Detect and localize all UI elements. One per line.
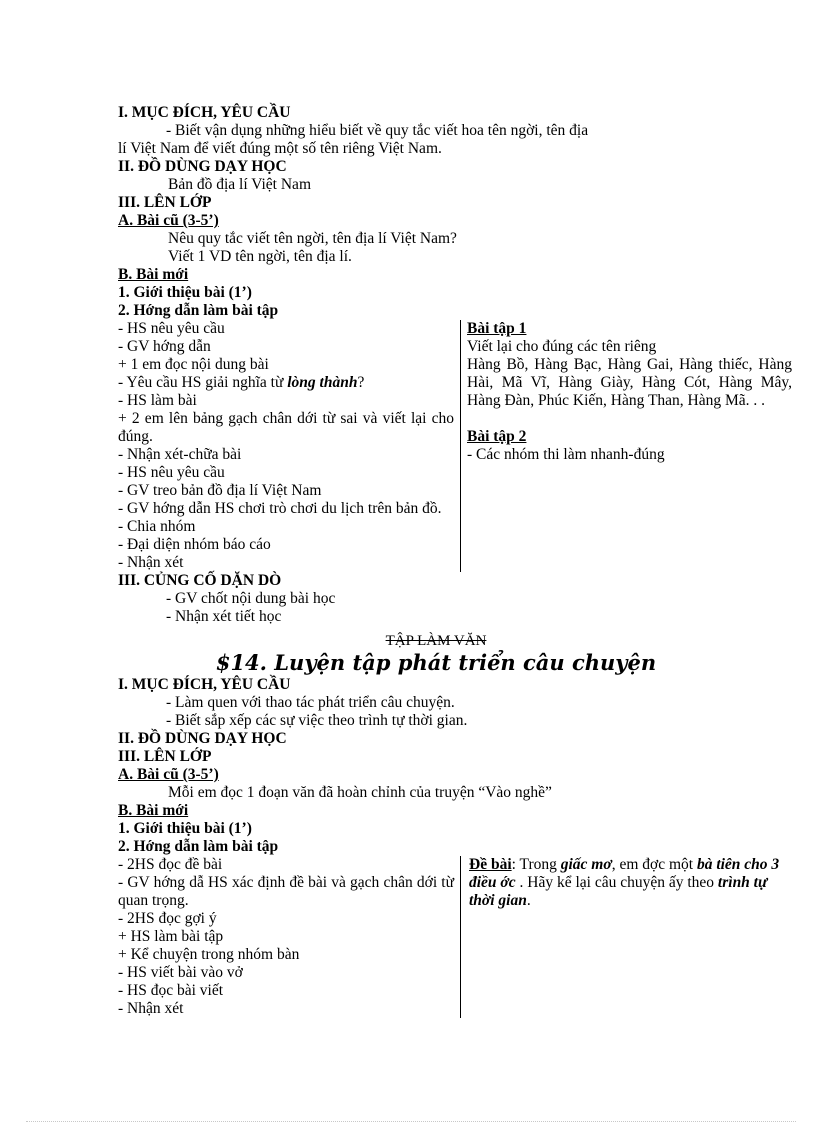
assignment-text — [469, 856, 792, 910]
exercise-column — [461, 320, 792, 572]
emphasis-term: giấc mơ — [560, 856, 612, 873]
objective-line: - Làm quen với thao tác phát triển câu chuyện. — [166, 694, 455, 711]
activity-line: - Nhận xét-chữa bài — [118, 446, 242, 463]
guide-title: 2. Hớng dẫn làm bài tập — [118, 838, 279, 855]
activity-line: - GV hớng dẫ HS xác định đề bài và gạch chân dới từ quan trọng. — [118, 874, 454, 909]
activity-line: - Nhận xét — [118, 1000, 184, 1017]
activity-line: - Nhận xét — [118, 554, 184, 571]
new-lesson-title: B. Bài mới — [118, 266, 189, 283]
section-objectives-title: I. MỤC ĐÍCH, YÊU CẦU — [118, 104, 291, 121]
guide-title: 2. Hớng dẫn làm bài tập — [118, 302, 279, 319]
activity-line: - Đại diện nhóm báo cáo — [118, 536, 271, 553]
subject-heading: TẬP LÀM VĂN — [385, 633, 487, 649]
activity-line: - 2HS đọc gợi ý — [118, 910, 217, 927]
assignment-column — [461, 856, 792, 1018]
activity-line: - HS đọc bài viết — [118, 982, 224, 999]
section-objectives-title: I. MỤC ĐÍCH, YÊU CẦU — [118, 676, 291, 693]
assignment-text-part: . — [526, 892, 531, 909]
new-lesson-title: B. Bài mới — [118, 802, 189, 819]
section-materials-title: II. ĐỒ DÙNG DẠY HỌC — [118, 730, 287, 747]
materials-line: Bản đồ địa lí Việt Nam — [168, 176, 311, 193]
intro-title: 1. Giới thiệu bài (1’) — [118, 284, 252, 301]
page-bottom-border — [26, 1121, 796, 1122]
exercise-names: Hàng Bồ, Hàng Bạc, Hàng Gai, Hàng thiếc, Hàng Hài, Mã Vĩ, Hàng Giày, Hàng Cót, Hàng Mây, Hàng Đàn, Phúc Kiến, Hàng Than, Hàng Mã. . . — [467, 356, 792, 409]
assignment-text-part: , em đợc một — [611, 856, 697, 873]
exercise-2-title: Bài tập 2 — [467, 428, 527, 445]
activity-table — [118, 856, 792, 1018]
activity-line: + Kể chuyện trong nhóm bàn — [118, 946, 300, 963]
activity-line: - HS viết bài vào vở — [118, 964, 243, 981]
assignment-label: Đề bài — [469, 856, 512, 873]
intro-title: 1. Giới thiệu bài (1’) — [118, 820, 252, 837]
emphasis-term: lòng thành — [287, 374, 358, 391]
objective-line: - Biết vận dụng những hiểu biết về quy tắc viết hoa tên ngời, tên địa — [166, 122, 589, 139]
exercise-1-title: Bài tập 1 — [467, 320, 527, 337]
assignment-text-part: . Hãy kể lại câu chuyện ấy theo — [515, 874, 718, 891]
activity-line: + 1 em đọc nội dung bài — [118, 356, 269, 373]
activity-line: - HS nêu yêu cầu — [118, 320, 225, 337]
wrapup-line: - Nhận xét tiết học — [166, 608, 282, 625]
objective-line: lí Việt Nam để viết đúng một số tên riêng Việt Nam. — [118, 140, 442, 157]
section-materials-title: II. ĐỒ DÙNG DẠY HỌC — [118, 158, 287, 175]
section-procedure-title: III. LÊN LỚP — [118, 748, 212, 765]
old-lesson-line: Viết 1 VD tên ngời, tên địa lí. — [168, 248, 352, 265]
wrapup-line: - GV chốt nội dung bài học — [166, 590, 336, 607]
activity-line: - GV hớng dẫn — [118, 338, 211, 355]
activity-table — [118, 320, 792, 572]
objective-line: - Biết sắp xếp các sự việc theo trình tự thời gian. — [166, 712, 468, 729]
activity-line — [118, 374, 454, 392]
activity-line: + HS làm bài tập — [118, 928, 224, 945]
spacer — [467, 410, 792, 428]
lesson-title: $14. Luyện tập phát triển câu chuyện — [215, 650, 657, 675]
old-lesson-title: A. Bài cũ (3-5’) — [118, 212, 219, 229]
activity-text: ? — [357, 374, 365, 391]
activity-line: - HS nêu yêu cầu — [118, 464, 225, 481]
teacher-activities-column — [118, 320, 461, 572]
activity-line: - HS làm bài — [118, 392, 197, 409]
old-lesson-line: Nêu quy tắc viết tên ngời, tên địa lí Việt Nam? — [168, 230, 457, 247]
old-lesson-line: Mỗi em đọc 1 đoạn văn đã hoàn chỉnh của truyện “Vào nghề” — [168, 784, 552, 801]
activity-line: - 2HS đọc đề bài — [118, 856, 223, 873]
assignment-text-part: : Trong — [511, 856, 561, 873]
activity-text: - Yêu cầu HS giải nghĩa từ — [118, 374, 288, 391]
emphasis-term: bà tiên cho 3 điều ớc — [469, 856, 780, 891]
section-procedure-title: III. LÊN LỚP — [118, 194, 212, 211]
lesson-document — [118, 104, 798, 1018]
exercise-line: - Các nhóm thi làm nhanh-đúng — [467, 446, 665, 463]
exercise-line: Viết lại cho đúng các tên riêng — [467, 338, 657, 355]
activity-line: - GV treo bản đồ địa lí Việt Nam — [118, 482, 322, 499]
activity-line: + 2 em lên bảng gạch chân dới từ sai và viết lại cho đúng. — [118, 410, 454, 445]
section-wrapup-title: III. CỦNG CỐ DẶN DÒ — [118, 572, 282, 589]
activity-line: - GV hớng dẫn HS chơi trò chơi du lịch trên bản đồ. — [118, 500, 442, 517]
activity-line: - Chia nhóm — [118, 518, 196, 535]
teacher-activities-column — [118, 856, 461, 1018]
emphasis-term: trình tự thời gian — [469, 874, 768, 909]
old-lesson-title: A. Bài cũ (3-5’) — [118, 766, 219, 783]
